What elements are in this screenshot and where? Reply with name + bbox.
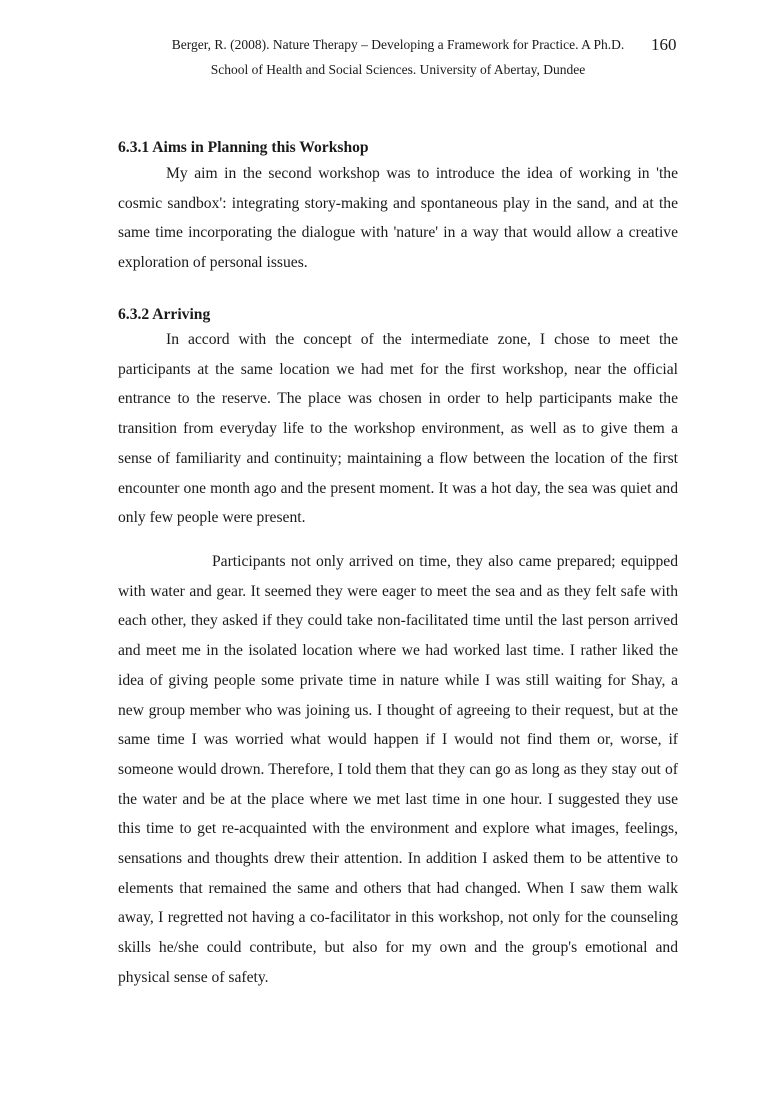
section-heading-aims: 6.3.1 Aims in Planning this Workshop	[118, 139, 369, 156]
running-header	[118, 32, 678, 82]
paragraph-arriving-2: Participants not only arrived on time, they also came prepared; equipped with water and gear. It seemed they were eager to meet the sea and as they felt safe with each other, they asked if they could take non-facilitated time until the last person arrived and meet me in the isolated location where we had worked last time. I rather liked the idea of giving people some private time in nature while I was still waiting for Shay, a new group member who was joining us. I thought of agreeing to their request, but at the same time I was worried what would happen if I would not find them or, worse, if someone would drown. Therefore, I told them that they can go as long as they stay out of the water and be at the place where we met last time in one hour. I suggested they use this time to get re-acquainted with the environment and explore what images, feelings, sensations and thoughts drew their attention. In addition I asked them to be attentive to elements that remained the same and others that had changed. When I saw them walk away, I regretted not having a co-facilitator in this workshop, not only for the counseling skills he/she could contribute, but also for my own and the group's emotional and physical sense of safety.	[118, 553, 678, 986]
section-heading-arriving: 6.3.2 Arriving	[118, 306, 211, 323]
header-citation-line-1: Berger, R. (2008). Nature Therapy – Developing a Framework for Practice. A Ph.D.	[171, 37, 625, 52]
page-number: 160	[651, 35, 677, 54]
header-citation-line-2: School of Health and Social Sciences. University of Abertay, Dundee	[210, 62, 586, 77]
paragraph-arriving-1: In accord with the concept of the intermediate zone, I chose to meet the participants at the same location we had met for the first workshop, near the official entrance to the reserve. The place was chosen in order to help participants make the transition from everyday life to the workshop environment, as well as to give them a sense of familiarity and continuity; maintaining a flow between the location of the first encounter one month ago and the present moment. It was a hot day, the sea was quiet and only few people were present.	[118, 331, 678, 527]
paragraph-aims: My aim in the second workshop was to introduce the idea of working in 'the cosmic sandbox': integrating story-making and spontaneous play in the sand, and at the same time incorporating the dialogue with 'nature' in a way that would allow a creative exploration of personal issues.	[118, 165, 678, 272]
